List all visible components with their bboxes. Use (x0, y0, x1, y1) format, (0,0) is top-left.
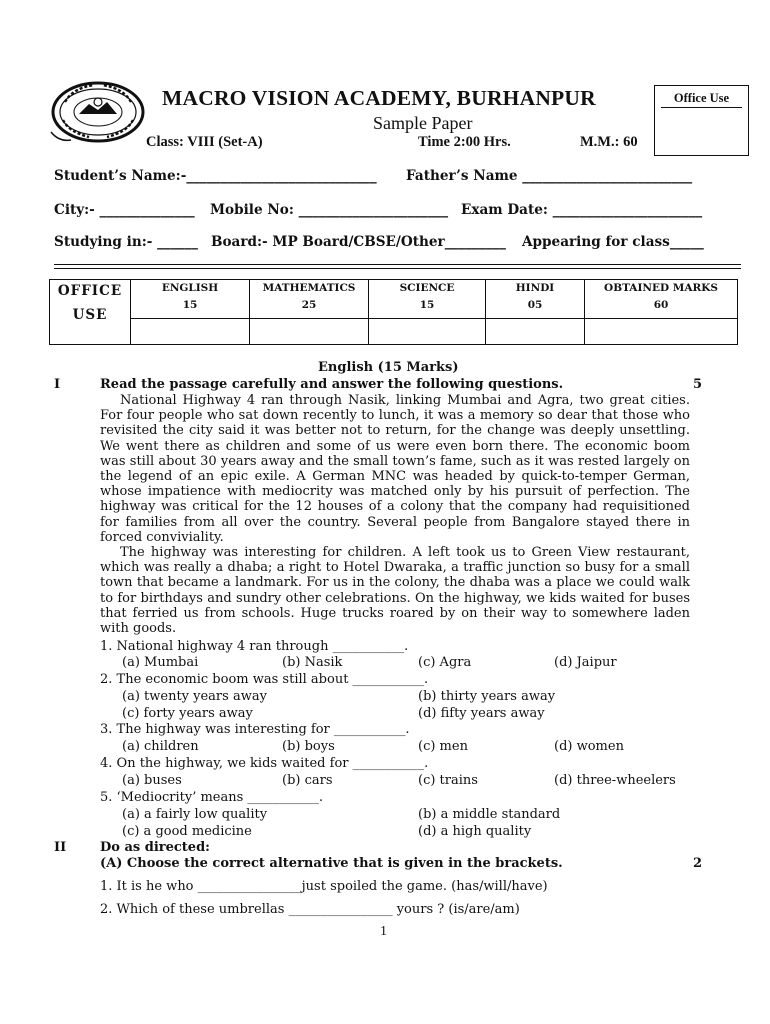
mcq-option: (b) boys (282, 739, 335, 754)
mcq-option: (d) women (554, 739, 624, 754)
mcq-option: (d) fifty years away (418, 706, 545, 721)
fill-blank-question: 1. It is he who ________________just spoiled the game. (has/will/have) (100, 879, 548, 894)
obtained-marks-cell (585, 319, 738, 345)
obtained-marks-header: OBTAINED MARKS 60 (585, 280, 738, 319)
passage-paragraph: The highway was interesting for children. A left took us to Green View restaurant, which was really a dhaba; a right to Hotel Dwaraka, a traffic junction so busy for a small town that became a landmark. For us in the colony, the dhaba was a place we could walk to for birthdays and sundry other celebrations. On the highway, we kids waited for buses that ferried us from schools. Huge trucks roared by on their way to somewhere laden with goods. (100, 545, 690, 637)
question-instruction: Read the passage carefully and answer the following questions. (100, 377, 564, 392)
question-title: Do as directed: (100, 840, 210, 855)
mcq-option: (d) three-wheelers (554, 773, 676, 788)
mcq-option: (b) thirty years away (418, 689, 556, 704)
divider (54, 264, 741, 265)
science-header: SCIENCE 15 (369, 280, 486, 319)
board-field: Board:- MP Board/CBSE/Other_________ (211, 234, 506, 250)
mobile-field: Mobile No: ______________________ (210, 202, 449, 218)
father-name-field: Father’s Name _________________________ (406, 168, 693, 184)
math-marks-cell (250, 319, 369, 345)
studying-field: Studying in:- ______ (54, 234, 198, 250)
mcq-option: (a) a fairly low quality (122, 807, 268, 822)
question-marks: 2 (693, 856, 703, 871)
mcq-question: 2. The economic boom was still about ___________. (100, 672, 429, 687)
divider (54, 268, 741, 269)
academy-logo (49, 80, 147, 146)
question-number: II (54, 840, 67, 855)
question-instruction: (A) Choose the correct alternative that is given in the brackets. (100, 856, 563, 871)
paper-type: Sample Paper (373, 113, 473, 133)
max-marks-label: M.M.: 60 (580, 134, 638, 150)
mcq-option: (b) a middle standard (418, 807, 561, 822)
fill-blank-question: 2. Which of these umbrellas ________________ yours ? (is/are/am) (100, 902, 520, 917)
science-marks-cell (369, 319, 486, 345)
mcq-option: (b) Nasik (282, 655, 343, 670)
question-number: I (54, 377, 61, 392)
mcq-option: (a) twenty years away (122, 689, 267, 704)
office-use-box (654, 85, 749, 156)
mcq-option: (c) men (418, 739, 468, 754)
question-marks: 5 (693, 377, 703, 392)
mcq-question: 1. National highway 4 ran through ___________. (100, 639, 409, 654)
mcq-option: (c) forty years away (122, 706, 253, 721)
mcq-option: (b) cars (282, 773, 333, 788)
time-label: Time 2:00 Hrs. (418, 134, 511, 150)
mcq-option: (a) buses (122, 773, 182, 788)
mcq-option: (c) Agra (418, 655, 472, 670)
office-use-label: Office Use (673, 91, 730, 105)
passage-paragraph: National Highway 4 ran through Nasik, linking Mumbai and Agra, two great cities. For four people who sat down recently to lunch, it was a memory so dear that those who revisited the city said it was better not to return, for the change was deeply unsettling. We went there as children and some of us were even born there. The economic boom was still about 30 years away and the small town’s fame, such as it was rested largely on the legend of an epic exile. A German MNC was headed by quick-to-temper German, whose impatience with mediocrity was matched only by his pursuit of perfection. The highway was critical for the 12 houses of a colony that the company had requisitioned for families from all over the country. Several people from Bangalore stayed there in forced conviviality. (100, 393, 690, 545)
mcq-question: 3. The highway was interesting for ___________. (100, 722, 410, 737)
mcq-option: (a) Mumbai (122, 655, 199, 670)
appearing-field: Appearing for class_____ (522, 234, 704, 250)
page-number: 1 (380, 924, 387, 939)
mcq-question: 5. ‘Mediocrity’ means ___________. (100, 790, 324, 805)
mcq-option: (c) trains (418, 773, 478, 788)
office-marks-table (49, 279, 738, 345)
class-label: Class: VIII (Set-A) (146, 134, 263, 150)
mcq-question: 4. On the highway, we kids waited for ___________. (100, 756, 429, 771)
hindi-header: HINDI 05 (486, 280, 585, 319)
mcq-option: (a) children (122, 739, 199, 754)
office-use-cell: OFFICE USE (50, 280, 131, 345)
mcq-option: (c) a good medicine (122, 824, 252, 839)
mcq-option: (d) a high quality (418, 824, 532, 839)
section-heading: English (15 Marks) (318, 360, 459, 375)
reading-passage (100, 393, 690, 636)
english-marks-cell (131, 319, 250, 345)
hindi-marks-cell (486, 319, 585, 345)
student-name-field: Student’s Name:-____________________________ (54, 168, 377, 184)
school-title: MACRO VISION ACADEMY, BURHANPUR (162, 86, 596, 110)
exam-date-field: Exam Date: ______________________ (461, 202, 703, 218)
english-header: ENGLISH 15 (131, 280, 250, 319)
city-field: City:- ______________ (54, 202, 195, 218)
math-header: MATHEMATICS 25 (250, 280, 369, 319)
mcq-option: (d) Jaipur (554, 655, 617, 670)
